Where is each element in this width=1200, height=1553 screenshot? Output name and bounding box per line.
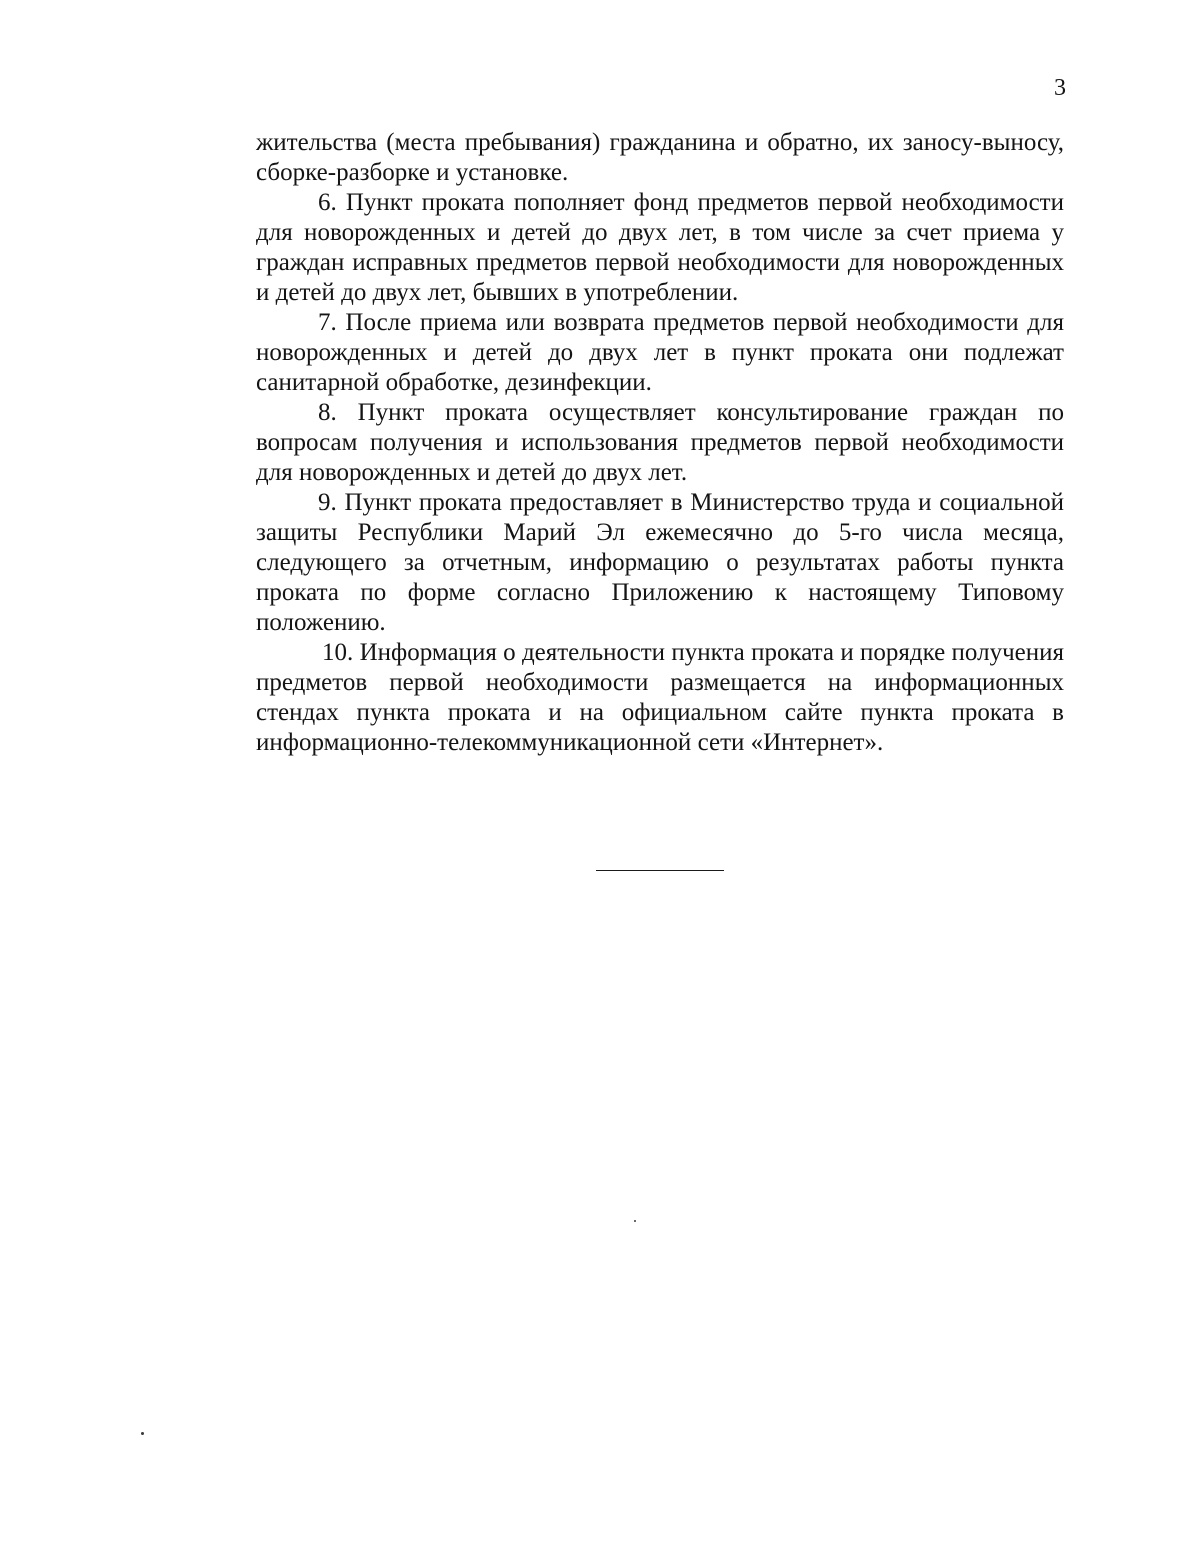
paragraph-continuation: жительства (места пребывания) гражданина и обратно, их заносу-выносу, сборке-разборке и установке. — [256, 129, 1064, 186]
scan-speck — [141, 1432, 144, 1435]
page-number: 3 — [1054, 75, 1066, 101]
scan-speck — [634, 1220, 636, 1222]
paragraph-item-6: 6. Пункт проката пополняет фонд предметов первой необходимости для новорожденных и детей до двух лет, в том числе за счет приема у граждан исправных предметов первой необходимости для новорожденных и детей до двух лет, бывших в употреблении. — [256, 189, 1064, 306]
closing-divider — [596, 870, 724, 871]
paragraph-item-7: 7. После приема или возврата предметов первой необходимости для новорожденных и детей до двух лет в пункт проката они подлежат санитарной обработке, дезинфекции. — [256, 309, 1064, 396]
paragraph-item-10: 10. Информация о деятельности пункта проката и порядке получения предметов первой необходимости размещается на информационных стендах пункта проката и на официальном сайте пункта проката в информационно-телекоммуникационной сети «Интернет». — [256, 639, 1064, 756]
paragraph-item-8: 8. Пункт проката осуществляет консультирование граждан по вопросам получения и использования предметов первой необходимости для новорожденных и детей до двух лет. — [256, 399, 1064, 486]
document-body — [256, 128, 1064, 758]
paragraph-item-9: 9. Пункт проката предоставляет в Министерство труда и социальной защиты Республики Марий Эл ежемесячно до 5-го числа месяца, следующего за отчетным, информацию о результатах работы пункта проката по форме согласно Приложению к настоящему Типовому положению. — [256, 489, 1064, 636]
